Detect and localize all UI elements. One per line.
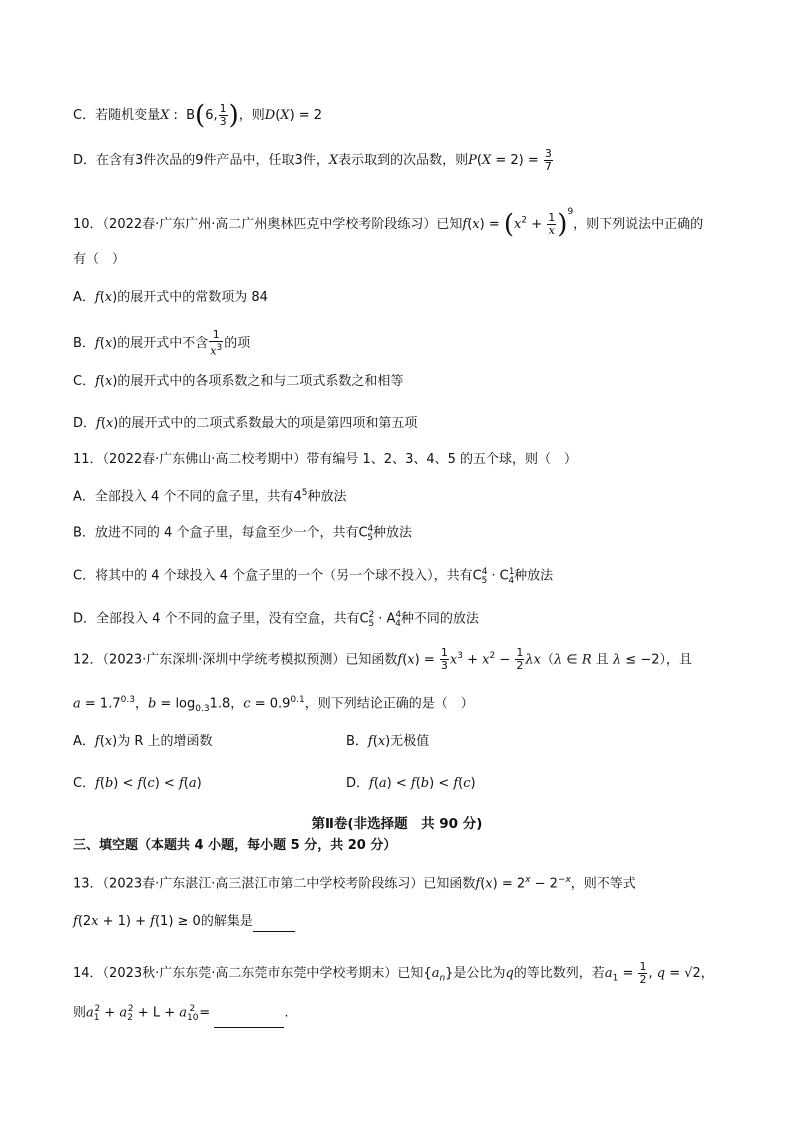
q13-stem: 13．（2023春·广东湛江·高三湛江市第二中学校考阶段练习）已知函数$f(x) = 2^x - 2^{-x}$，则不等式 — [73, 875, 636, 892]
q14-stem-line2: 则$a_1^2 + a_2^2 + L + a_{10}^2$ = . — [73, 999, 288, 1028]
q12-option-d: D．f(a) < f(b) < f(c) — [346, 776, 476, 791]
section-title: 第Ⅱ卷(非选择题 共 90 分) — [311, 816, 483, 832]
q12-stem: 12．（2023·广东深圳·深圳中学统考模拟预测）已知函数f(x) = $\frac{1}{3}$ $x^3 + x^2$ − $\frac{1}{2}$ λx（λ ∈ R 且 λ ≤ −2），且 — [73, 646, 692, 673]
q12-options-ab: A．f(x)为 R 上的增函数 — [73, 734, 213, 749]
q9-option-d: D．在含有3件次品的9件产品中，任取3件，X表示取到的次品数，则P(X = 2) = $\frac{3}{7}$ — [73, 147, 552, 173]
q11-option-c: C．将其中的 4 个球投入 4 个盒子里的一个（另一个球不投入），共有$C^4_5 \cdot C^1_4$种放法 — [73, 567, 554, 586]
q12-stem-line2: $a = 1.7^{0.3}$，$b = \log_{0.3}1.8$，$c = 0.9^{0.1}$，则下列结论正确的是（ ） — [73, 695, 474, 714]
q11-option-b: B．放进不同的 4 个盒子里，每盒至少一个，共有$C^4_5$种放法 — [73, 524, 413, 543]
part-three-heading: 三、填空题（本题共 4 小题，每小题 5 分，共 20 分） — [73, 838, 397, 853]
q12-option-b: B．f(x)无极值 — [346, 734, 430, 749]
q14-stem: 14．（2023秋·广东东莞·高二东莞市东莞中学校考期末）已知$\{a_n\}$是公比为q的等比数列，若$a_1$ = $\frac{1}{2}$ , q = √2， — [73, 960, 714, 986]
q10-option-b: B．f(x)的展开式中不含 $\frac{1}{x^3}$ 的项 — [73, 328, 251, 358]
q11-option-d: D．全部投入 4 个不同的盒子里，没有空盒，共有$C^2_5 \cdot A^4_4$种不同的放法 — [73, 610, 479, 629]
q13-answer-blank[interactable] — [253, 917, 295, 932]
q14-answer-blank[interactable] — [214, 1013, 284, 1028]
q10-stem: 10．（2022春·广东广州·高二广州奥林匹克中学校考阶段练习）已知$f(x) = (x^2$ + $\frac{1}{x}$ )$^9$，则下列说法中正确的 — [73, 207, 704, 240]
q10-option-c: C．f(x)的展开式中的各项系数之和与二项式系数之和相等 — [73, 374, 404, 389]
q11-option-a: A．全部投入 4 个不同的盒子里，共有$4^5$种放法 — [73, 488, 347, 505]
q13-stem-line2: f(2x + 1) + f(1) ≥ 0的解集是 — [73, 912, 295, 932]
q10-option-a: A．f(x)的展开式中的常数项为 84 — [73, 290, 268, 305]
q10-stem-line2: 有（ ） — [73, 252, 126, 267]
q12-option-c: C．f(b) < f(c) < f(a) — [73, 776, 202, 791]
q10-option-d: D．f(x)的展开式中的二项式系数最大的项是第四项和第五项 — [73, 416, 418, 431]
q9-option-c: C．若随机变量X : B(6, $\frac{1}{3}$ )，则D(X) = 2 — [73, 100, 323, 131]
q11-stem: 11．（2022春·广东佛山·高二校考期中）带有编号 1、2、3、4、5 的五个球，则（ ） — [73, 452, 578, 467]
